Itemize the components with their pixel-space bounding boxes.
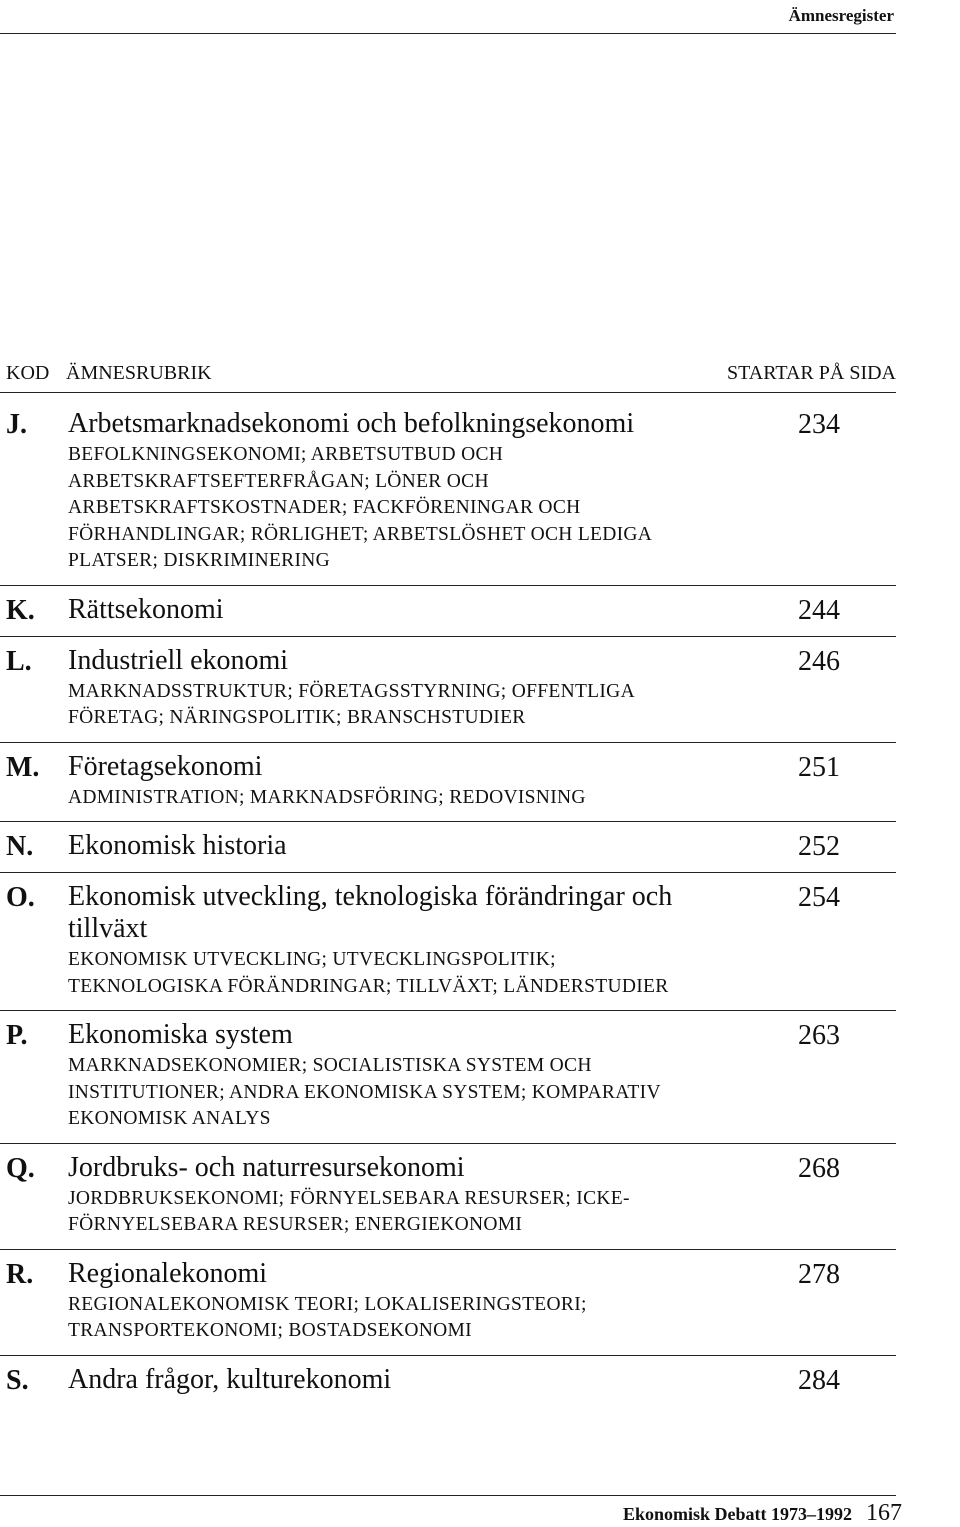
entry-code: J. bbox=[6, 409, 27, 440]
entry-title: Regionalekonomi bbox=[68, 1257, 268, 1289]
entry-page: 263 bbox=[798, 1020, 840, 1051]
entry-page: 284 bbox=[798, 1364, 840, 1396]
entry-subjects: ADMINISTRATION; MARKNADSFÖRING; REDOVISNING bbox=[68, 786, 586, 808]
entry-title: Rättsekonomi bbox=[68, 593, 224, 625]
entry-code: Q. bbox=[6, 1152, 35, 1184]
entry-code: O. bbox=[6, 882, 35, 913]
index-entry bbox=[0, 637, 896, 743]
running-head: Ämnesregister bbox=[788, 6, 894, 25]
entry-page: 268 bbox=[798, 1152, 840, 1184]
journal-title: Ekonomisk Debatt 1973–1992 bbox=[622, 1504, 852, 1524]
entry-subjects: JORDBRUKSEKONOMI; FÖRNYELSEBARA RESURSER; ICKE-FÖRNYELSEBARA RESURSER; ENERGIEKONOMI bbox=[68, 1187, 630, 1235]
start-page-column-label: STARTAR PÅ SIDA bbox=[727, 362, 896, 384]
entry-subjects: MARKNADSSTRUKTUR; FÖRETAGSSTYRNING; OFFENTLIGA FÖRETAG; NÄRINGSPOLITIK; BRANSCHSTUDIER bbox=[68, 680, 634, 728]
entry-page: 246 bbox=[798, 645, 840, 677]
index-entry bbox=[0, 1356, 896, 1406]
entry-page: 251 bbox=[798, 751, 840, 783]
entry-title: Ekonomisk utveckling, teknologiska förändringar och tillväxt bbox=[68, 881, 673, 944]
index-entry bbox=[0, 1144, 896, 1250]
entry-page: 254 bbox=[798, 882, 840, 913]
entry-title: Arbetsmarknadsekonomi och befolkningsekonomi bbox=[68, 408, 635, 439]
entry-title: Ekonomisk historia bbox=[68, 830, 287, 861]
entry-code: P. bbox=[6, 1020, 28, 1051]
header-rule bbox=[0, 392, 896, 393]
footer-rule bbox=[0, 1495, 896, 1496]
entry-page: 244 bbox=[798, 594, 840, 626]
index-entry bbox=[0, 1011, 896, 1144]
index-entry bbox=[0, 743, 896, 823]
index-entry bbox=[0, 400, 896, 586]
index-entry bbox=[0, 1250, 896, 1356]
entry-code: M. bbox=[6, 751, 40, 783]
entry-code: N. bbox=[6, 831, 34, 862]
code-column-label: KOD bbox=[6, 362, 50, 384]
index-entry bbox=[0, 873, 896, 1011]
entry-subjects: EKONOMISK UTVECKLING; UTVECKLINGSPOLITIK; TEKNOLOGISKA FÖRÄNDRINGAR; TILLVÄXT; LÄNDERSTUDIER bbox=[68, 949, 669, 997]
entry-subjects: REGIONALEKONOMISK TEORI; LOKALISERINGSTEORI; TRANSPORTEKONOMI; BOSTADSEKONOMI bbox=[68, 1293, 587, 1341]
page-number: 167 bbox=[866, 1500, 902, 1526]
subject-index bbox=[0, 400, 960, 1406]
entry-title: Andra frågor, kulturekonomi bbox=[68, 1363, 392, 1395]
index-entry bbox=[0, 822, 896, 873]
entry-title: Ekonomiska system bbox=[68, 1019, 293, 1050]
entry-subjects: BEFOLKNINGSEKONOMI; ARBETSUTBUD OCH ARBETSKRAFTSEFTERFRÅGAN; LÖNER OCH ARBETSKRAFTSKOSTNADER; FACKFÖRENINGAR OCH FÖRHANDLINGAR; RÖRLIGHET; ARBETSLÖSHET OCH LEDIGA PLATSER; DISKRIMINERING bbox=[68, 444, 652, 571]
entry-subjects: MARKNADSEKONOMIER; SOCIALISTISKA SYSTEM OCH INSTITUTIONER; ANDRA EKONOMISKA SYSTEM; KOMPARATIV EKONOMISK ANALYS bbox=[68, 1055, 661, 1129]
entry-code: K. bbox=[6, 594, 35, 626]
entry-page: 252 bbox=[798, 831, 840, 862]
entry-title: Företagsekonomi bbox=[68, 750, 263, 782]
top-rule bbox=[0, 33, 896, 34]
entry-page: 234 bbox=[798, 409, 840, 440]
entry-code: S. bbox=[6, 1364, 29, 1396]
entry-code: L. bbox=[6, 645, 32, 677]
entry-title: Jordbruks- och naturresursekonomi bbox=[68, 1151, 465, 1183]
entry-page: 278 bbox=[798, 1258, 840, 1290]
page-footer bbox=[623, 1500, 902, 1527]
index-entry bbox=[0, 586, 896, 637]
entry-code: R. bbox=[6, 1258, 34, 1290]
entry-title: Industriell ekonomi bbox=[68, 644, 289, 676]
column-header bbox=[6, 362, 896, 390]
subject-column-label: ÄMNESRUBRIK bbox=[66, 362, 212, 384]
